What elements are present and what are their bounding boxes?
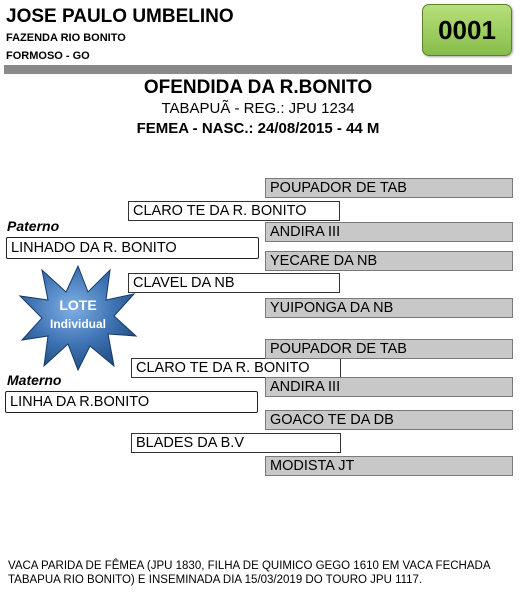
sire-sire-box: CLARO TE DA R. BONITO [128,201,340,221]
sire-sire-dam-box: ANDIRA III [265,222,513,242]
sire-dam-sire-box: YECARE DA NB [265,251,513,271]
lot-number-badge: 0001 [422,4,512,56]
farm-city: FORMOSO - GO [6,50,90,62]
badge-line1: LOTE [59,297,97,313]
animal-name: OFENDIDA DA R.BONITO [143,77,373,98]
sire-dam-dam-box: YUIPONGA DA NB [265,298,513,318]
animal-notes: VACA PARIDA DE FÊMEA (JPU 1830, FILHA DE QUIMICO GEGO 1610 EM VACA FECHADA TABAPUA RIO BONITO) E INSEMINADA DIA 15/03/2019 DO TOURO JPU 1117. [8,560,490,586]
sire-sire-sire-box: POUPADOR DE TAB [265,178,513,198]
dam-dam-dam-box: MODISTA JT [265,456,513,476]
dam-sire-box: CLARO TE DA R. BONITO [131,358,341,378]
dam-sire-sire-box: POUPADOR DE TAB [265,339,513,359]
animal-sex-birth: FEMEA - NASC.: 24/08/2015 - 44 M [136,120,380,137]
sire-dam-box: CLAVEL DA NB [128,273,340,293]
farm-name: FAZENDA RIO BONITO [6,32,126,44]
sire-box: LINHADO DA R. BONITO [6,237,259,259]
owner-name: JOSE PAULO UMBELINO [6,6,234,27]
header-divider [4,65,512,74]
badge-line2: Individual [49,317,107,331]
animal-breed-registration: TABAPUÃ - REG.: JPU 1234 [161,100,355,117]
dam-dam-box: BLADES DA B.V [131,433,341,453]
lote-individual-badge [18,262,138,372]
maternal-label: Materno [7,372,62,388]
dam-dam-sire-box: GOACO TE DA DB [265,410,513,430]
dam-box: LINHA DA R.BONITO [5,391,258,413]
dam-sire-dam-box: ANDIRA III [265,377,513,397]
paternal-label: Paterno [7,218,60,234]
